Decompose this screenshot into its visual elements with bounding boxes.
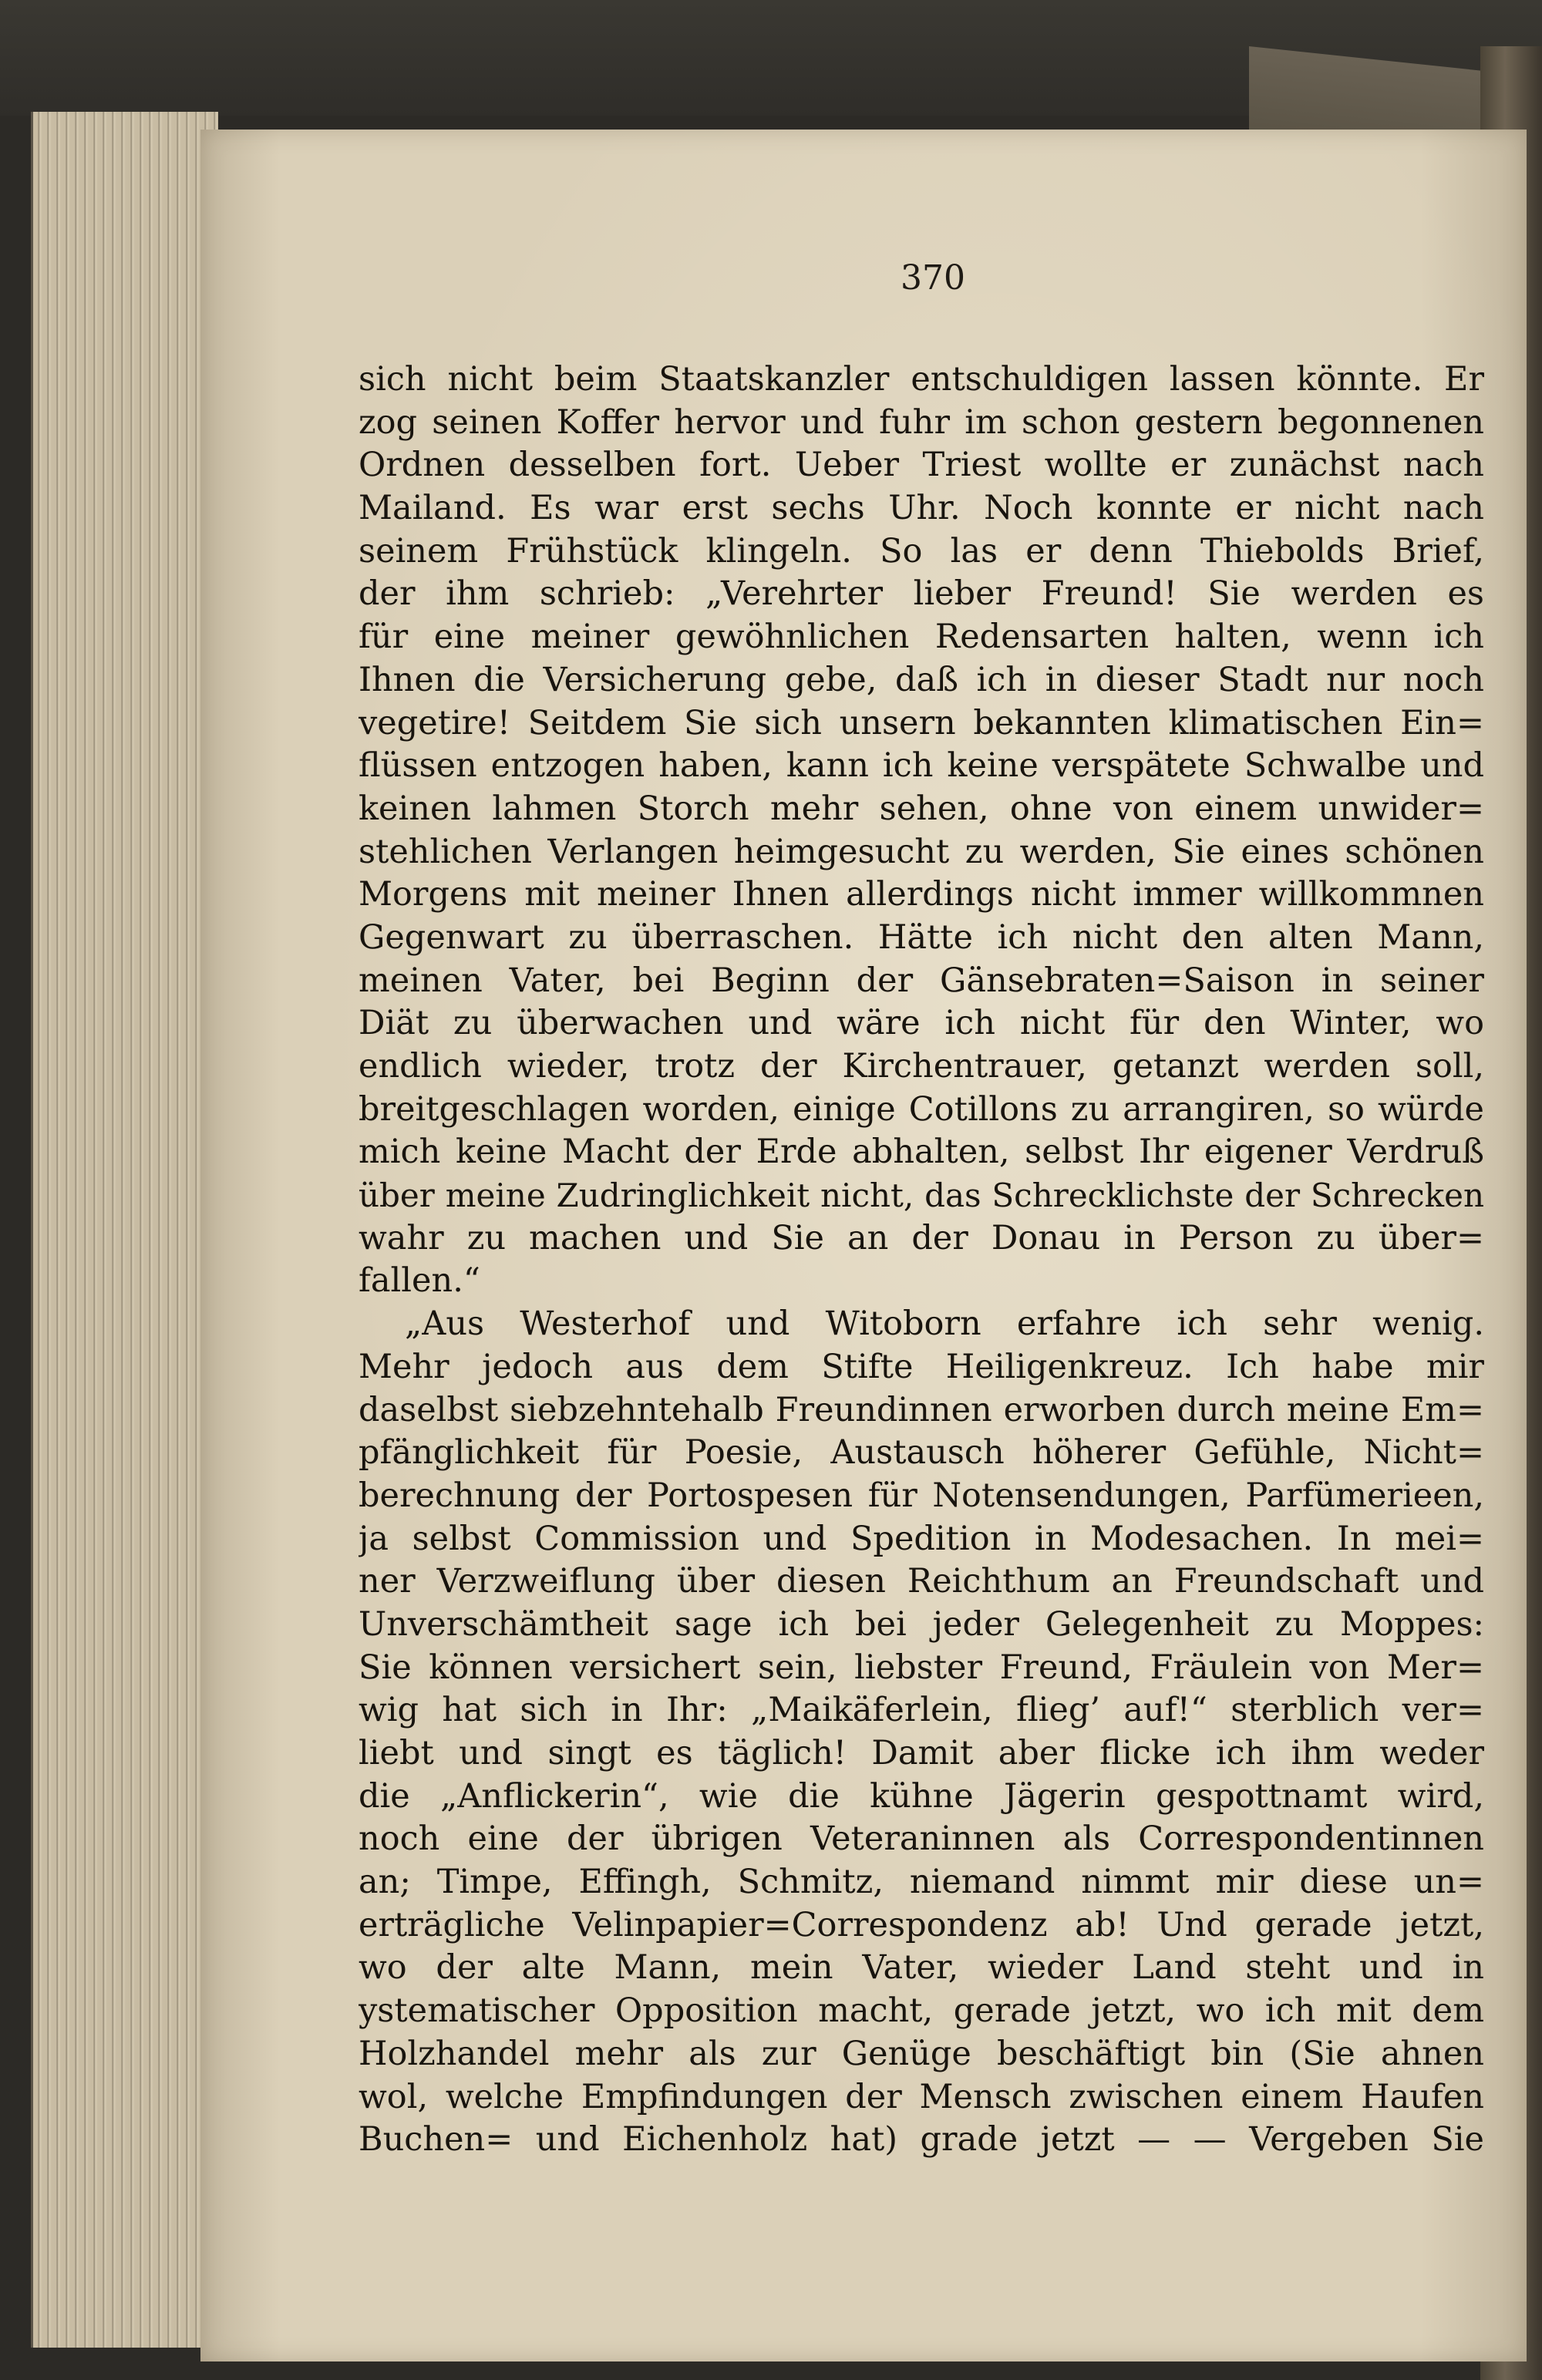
text-line: daselbst siebzehntehalb Freundinnen erworben durch meine Em= xyxy=(359,1390,1484,1429)
text-line: liebt und singt es täglich! Damit aber flicke ich ihm weder xyxy=(359,1734,1484,1772)
text-line: Buchen= und Eichenholz hat) grade jetzt — — Vergeben Sie xyxy=(359,2120,1484,2160)
text-line: über meine Zudringlichkeit nicht, das Schrecklichste der Schrecken xyxy=(359,1177,1484,1215)
text-line: der ihm schrieb: „Verehrter lieber Freund! Sie werden es xyxy=(359,574,1484,614)
body-text xyxy=(359,359,1484,2162)
text-line: Mailand. Es war erst sechs Uhr. Noch konnte er nicht nach xyxy=(359,489,1484,528)
text-line: ja selbst Commission und Spedition in Modesachen. In mei= xyxy=(359,1519,1484,1558)
text-line: Unverschämtheit sage ich bei jeder Gelegenheit zu Moppes: xyxy=(359,1604,1484,1644)
text-line: an; Timpe, Effingh, Schmitz, niemand nimmt mir diese un= xyxy=(359,1863,1484,1902)
text-line: Morgens mit meiner Ihnen allerdings nicht immer willkommnen xyxy=(359,875,1484,914)
text-line: Ihnen die Versicherung gebe, daß ich in dieser Stadt nur noch xyxy=(359,660,1484,699)
text-line: meinen Vater, bei Beginn der Gänsebraten=Saison in seiner xyxy=(359,961,1484,1000)
text-line: pfänglichkeit für Poesie, Austausch höherer Gefühle, Nicht= xyxy=(359,1433,1484,1473)
text-line: die „Anflickerin“, wie die kühne Jägerin gespottnamt wird, xyxy=(359,1776,1484,1816)
text-line: endlich wieder, trotz der Kirchentrauer, getanzt werden soll, xyxy=(359,1047,1484,1086)
text-line: wol, welche Empfindungen der Mensch zwischen einem Haufen xyxy=(359,2077,1484,2116)
text-line: „Aus Westerhof und Witoborn erfahre ich sehr wenig. xyxy=(405,1304,1484,1344)
text-line: wig hat sich in Ihr: „Maikäferlein, flieg’ auf!“ sterblich ver= xyxy=(359,1691,1484,1730)
text-line: ystematischer Opposition macht, gerade jetzt, wo ich mit dem xyxy=(359,1991,1484,2031)
text-line: wahr zu machen und Sie an der Donau in Person zu über= xyxy=(359,1218,1484,1257)
text-line: vegetire! Seitdem Sie sich unsern bekannten klimatischen Ein= xyxy=(359,703,1484,742)
text-line: Gegenwart zu überraschen. Hätte ich nicht den alten Mann, xyxy=(359,917,1484,957)
text-line: stehlichen Verlangen heimgesucht zu werden, Sie eines schönen xyxy=(359,832,1484,871)
text-line: mich keine Macht der Erde abhalten, selbst Ihr eigener Verdruß xyxy=(359,1133,1484,1172)
text-line: sich nicht beim Staatskanzler entschuldigen lassen könnte. Er xyxy=(359,360,1484,399)
text-line: Diät zu überwachen und wäre ich nicht für den Winter, wo xyxy=(359,1004,1484,1043)
text-line: Mehr jedoch aus dem Stifte Heiligenkreuz. Ich habe mir xyxy=(359,1347,1484,1386)
text-line: Ordnen desselben fort. Ueber Triest wollte er zunächst nach xyxy=(359,446,1484,485)
text-line: Sie können versichert sein, liebster Freund, Fräulein von Mer= xyxy=(359,1648,1484,1687)
text-line: keinen lahmen Storch mehr sehen, ohne von einem unwider= xyxy=(359,789,1484,828)
text-line: zog seinen Koffer hervor und fuhr im schon gestern begonnenen xyxy=(359,402,1484,442)
text-line: noch eine der übrigen Veteraninnen als Correspondentinnen xyxy=(359,1820,1484,1859)
text-line: berechnung der Portospesen für Notensendungen, Parfümerieen, xyxy=(359,1476,1484,1515)
page-stack-left xyxy=(31,112,218,2348)
text-line: flüssen entzogen haben, kann ich keine verspätete Schwalbe und xyxy=(359,746,1484,786)
text-line: seinem Frühstück klingeln. So las er denn Thiebolds Brief, xyxy=(359,531,1484,571)
text-line: erträgliche Velinpapier=Correspondenz ab! Und gerade jetzt, xyxy=(359,1905,1484,1944)
page-number: 370 xyxy=(901,258,965,298)
text-line: ner Verzweiflung über diesen Reichthum an Freundschaft und xyxy=(359,1562,1484,1601)
text-line: fallen.“ xyxy=(359,1261,480,1301)
text-line: wo der alte Mann, mein Vater, wieder Land steht und in xyxy=(359,1948,1484,1988)
text-line: breitgeschlagen worden, einige Cotillons zu arrangiren, so würde xyxy=(359,1089,1484,1129)
text-line: Holzhandel mehr als zur Genüge beschäftigt bin (Sie ahnen xyxy=(359,2034,1484,2073)
text-line: für eine meiner gewöhnlichen Redensarten halten, wenn ich xyxy=(359,618,1484,657)
